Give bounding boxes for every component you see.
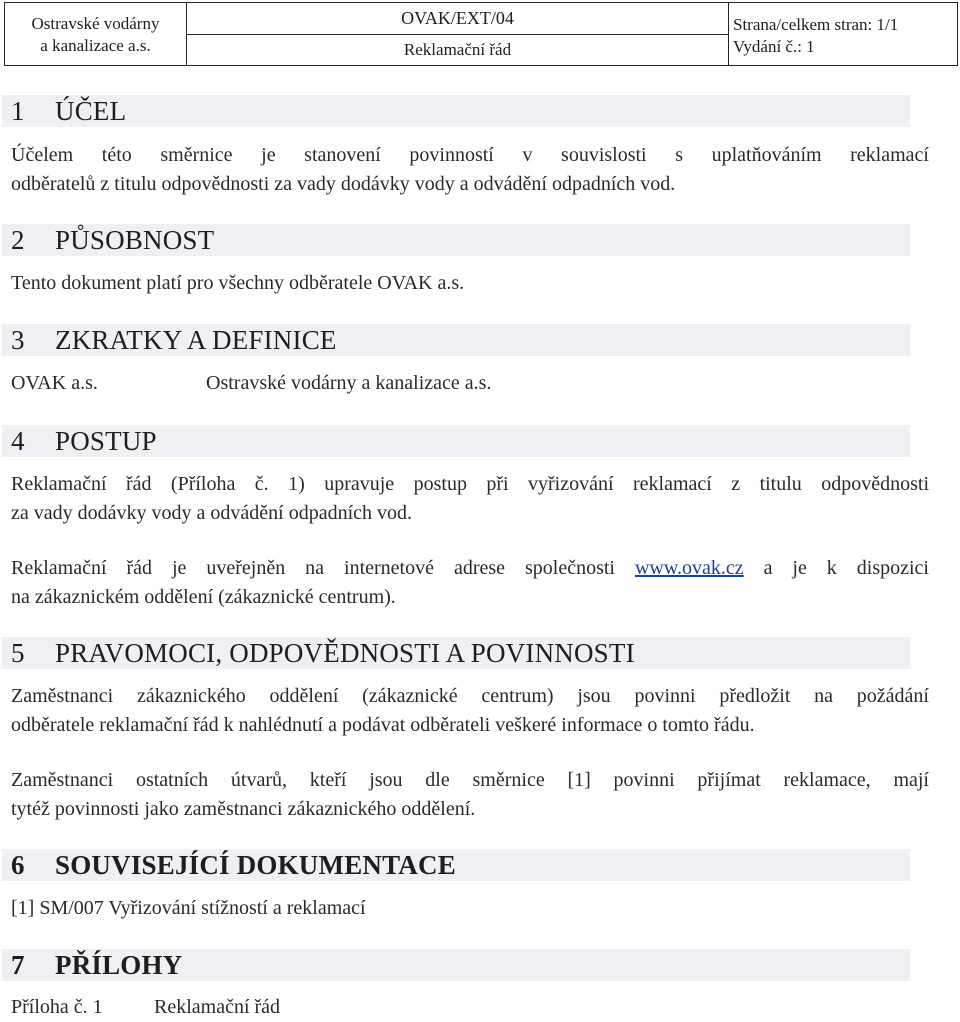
section-6-reference [11,894,929,923]
paragraph-line [11,554,929,583]
doc-code: OVAK/EXT/04 [187,3,728,35]
text-before-link: Reklamační řád je uveřejněn na internetové adrese společnosti [11,557,635,579]
section-title: PRAVOMOCI, ODPOVĚDNOSTI A POVINNOSTI [55,638,635,668]
paragraph-line: odběratele reklamační řád k nahlédnutí a podávat odběrateli veškeré informace o tomto řádu. [11,714,755,736]
edition-number: Vydání č.: 1 [733,37,815,56]
attachment-label: Příloha č. 1 [11,996,103,1018]
section-5-paragraph-1 [11,682,929,740]
section-heading-5 [2,637,910,669]
section-heading-6 [2,849,910,881]
section-number: 2 [11,225,25,255]
section-4-paragraph-2 [11,554,929,612]
section-5-paragraph-2 [11,766,929,824]
doc-title: Reklamační řád [403,39,512,59]
header-document-id [187,3,729,65]
section-number: 1 [11,96,25,126]
paragraph-line: Tento dokument platí pro všechny odběratele OVAK a.s. [11,272,465,294]
header-company [5,3,187,65]
definition: Ostravské vodárny a kanalizace a.s. [206,372,492,394]
section-title: SOUVISEJÍCÍ DOKUMENTACE [55,850,456,880]
website-link[interactable]: www.ovak.cz [634,557,744,579]
section-1-paragraph [11,141,929,199]
section-4-paragraph-1 [11,470,929,528]
paragraph-line: odběratelů z titulu odpovědnosti za vady dodávky vody a odvádění odpadních vod. [11,173,676,195]
definition-row [11,369,491,398]
section-heading-4 [2,425,910,457]
paragraph-line: Zaměstnanci zákaznického oddělení (zákaznické centrum) jsou povinni předložit na požádání [11,685,929,707]
paragraph-line: Zaměstnanci ostatních útvarů, kteří jsou dle směrnice [1] povinni přijímat reklamace, mají [11,769,929,791]
paragraph-line: na zákaznickém oddělení (zákaznické centrum). [11,586,396,608]
text-after-link: a je k dispozici [743,557,929,579]
attachment-name: Reklamační řád [154,996,281,1018]
section-number: 6 [11,850,25,880]
section-2-paragraph [11,269,929,298]
section-title: PŘÍLOHY [55,950,183,980]
company-line-2: a kanalizace a.s. [40,36,151,55]
reference-item: [1] SM/007 Vyřizování stížností a reklamací [11,897,366,919]
page-count: Strana/celkem stran: 1/1 [733,15,899,34]
section-title: ZKRATKY A DEFINICE [55,325,337,355]
section-number: 3 [11,325,25,355]
section-number: 5 [11,638,25,668]
section-title: POSTUP [55,426,157,456]
section-heading-7 [2,949,910,981]
section-number: 7 [11,950,25,980]
abbreviation: OVAK a.s. [11,372,98,394]
paragraph-line: Účelem této směrnice je stanovení povinností v souvislosti s uplatňováním reklamací [11,144,929,166]
section-heading-2 [2,224,910,256]
header-page-info [729,3,957,65]
section-title: PŮSOBNOST [55,225,215,255]
section-title: ÚČEL [55,96,127,126]
paragraph-line: tytéž povinnosti jako zaměstnanci zákaznického oddělení. [11,798,476,820]
section-heading-3 [2,324,910,356]
company-line-1: Ostravské vodárny [31,14,160,33]
document-header [4,2,958,66]
paragraph-line: Reklamační řád (Příloha č. 1) upravuje postup při vyřizování reklamací z titulu odpovědnosti [11,473,929,495]
paragraph-line: za vady dodávky vody a odvádění odpadních vod. [11,502,413,524]
section-number: 4 [11,426,25,456]
section-heading-1 [2,95,910,127]
